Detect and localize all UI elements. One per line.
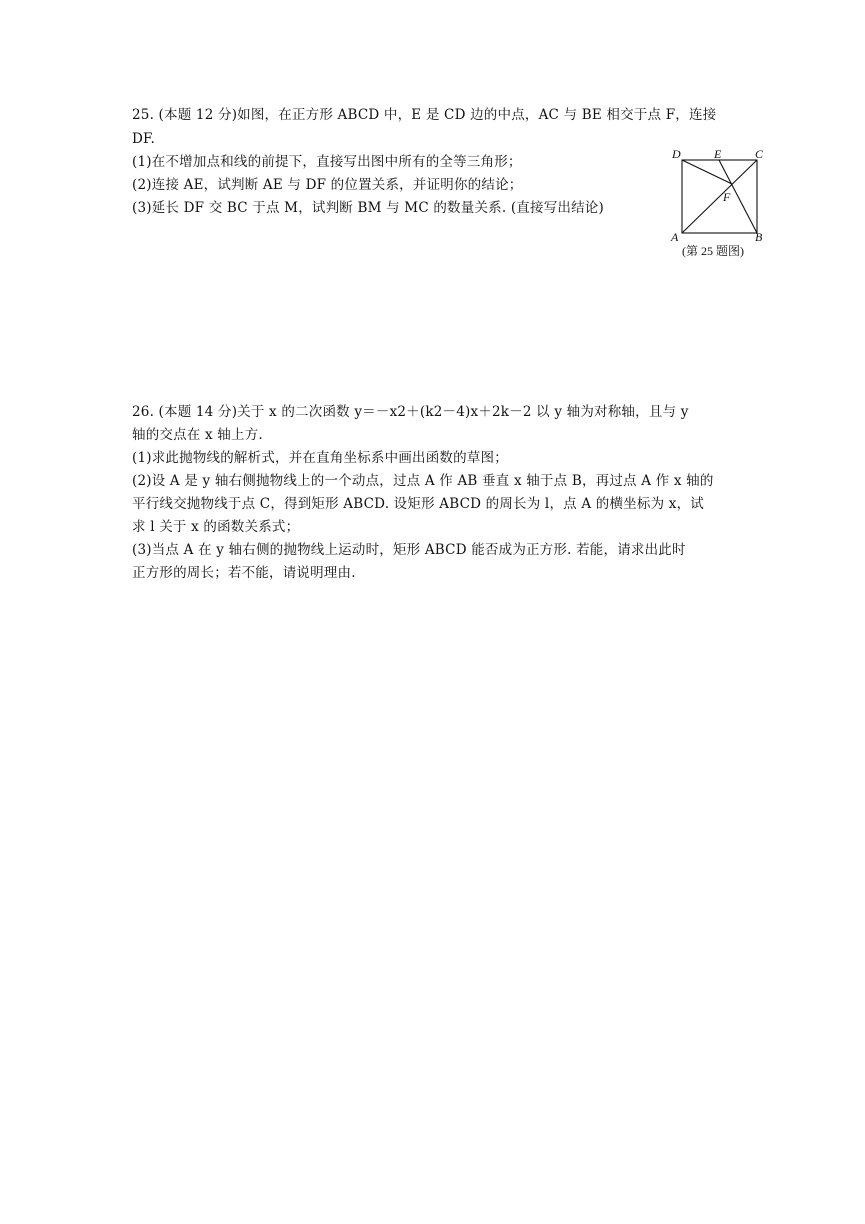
label-c: C <box>755 147 764 161</box>
q25-figure-caption: (第 25 题图) <box>682 244 744 258</box>
q26-part-3-line-1: (3)当点 A 在 y 轴右侧的抛物线上运动时，矩形 ABCD 能否成为正方形. 若能，请求出此时 <box>132 542 686 558</box>
q26-part-1: (1)求此抛物线的解析式，并在直角坐标系中画出函数的草图； <box>132 450 508 466</box>
label-a: A <box>671 230 679 244</box>
label-d: D <box>672 147 681 161</box>
segment-df <box>682 160 732 184</box>
q25-stem-line-1: 25. (本题 12 分)如图，在正方形 ABCD 中，E 是 CD 边的中点，AC 与 BE 相交于点 F，连接 <box>132 107 717 123</box>
label-e: E <box>714 147 722 161</box>
q26-part-2-line-2: 平行线交抛物线于点 C，得到矩形 ABCD. 设矩形 ABCD 的周长为 l，点 A 的横坐标为 x，试 <box>132 496 704 512</box>
q25-part-3: (3)延长 DF 交 BC 于点 M，试判断 BM 与 MC 的数量关系. (直接写出结论) <box>132 200 604 216</box>
q25-part-1: (1)在不增加点和线的前提下，直接写出图中所有的全等三角形； <box>132 154 522 170</box>
q26-stem-line-2: 轴的交点在 x 轴上方. <box>132 427 263 443</box>
diagonal-ac <box>682 160 757 233</box>
q26-part-3-line-2: 正方形的周长；若不能，请说明理由. <box>132 565 356 581</box>
q25-stem-line-2: DF. <box>132 131 155 147</box>
q26-part-2-line-1: (2)设 A 是 y 轴右侧抛物线上的一个动点，过点 A 作 AB 垂直 x 轴于点 B，再过点 A 作 x 轴的 <box>132 473 714 489</box>
q25-part-2: (2)连接 AE，试判断 AE 与 DF 的位置关系，并证明你的结论； <box>132 177 523 193</box>
q26-stem-line-1: 26. (本题 14 分)关于 x 的二次函数 y＝－x2＋(k2－4)x＋2k－2 以 y 轴为对称轴，且与 y <box>132 404 689 420</box>
label-f: F <box>723 190 731 204</box>
q26-part-2-line-3: 求 l 关于 x 的函数关系式； <box>132 519 300 535</box>
label-b: B <box>755 230 763 244</box>
